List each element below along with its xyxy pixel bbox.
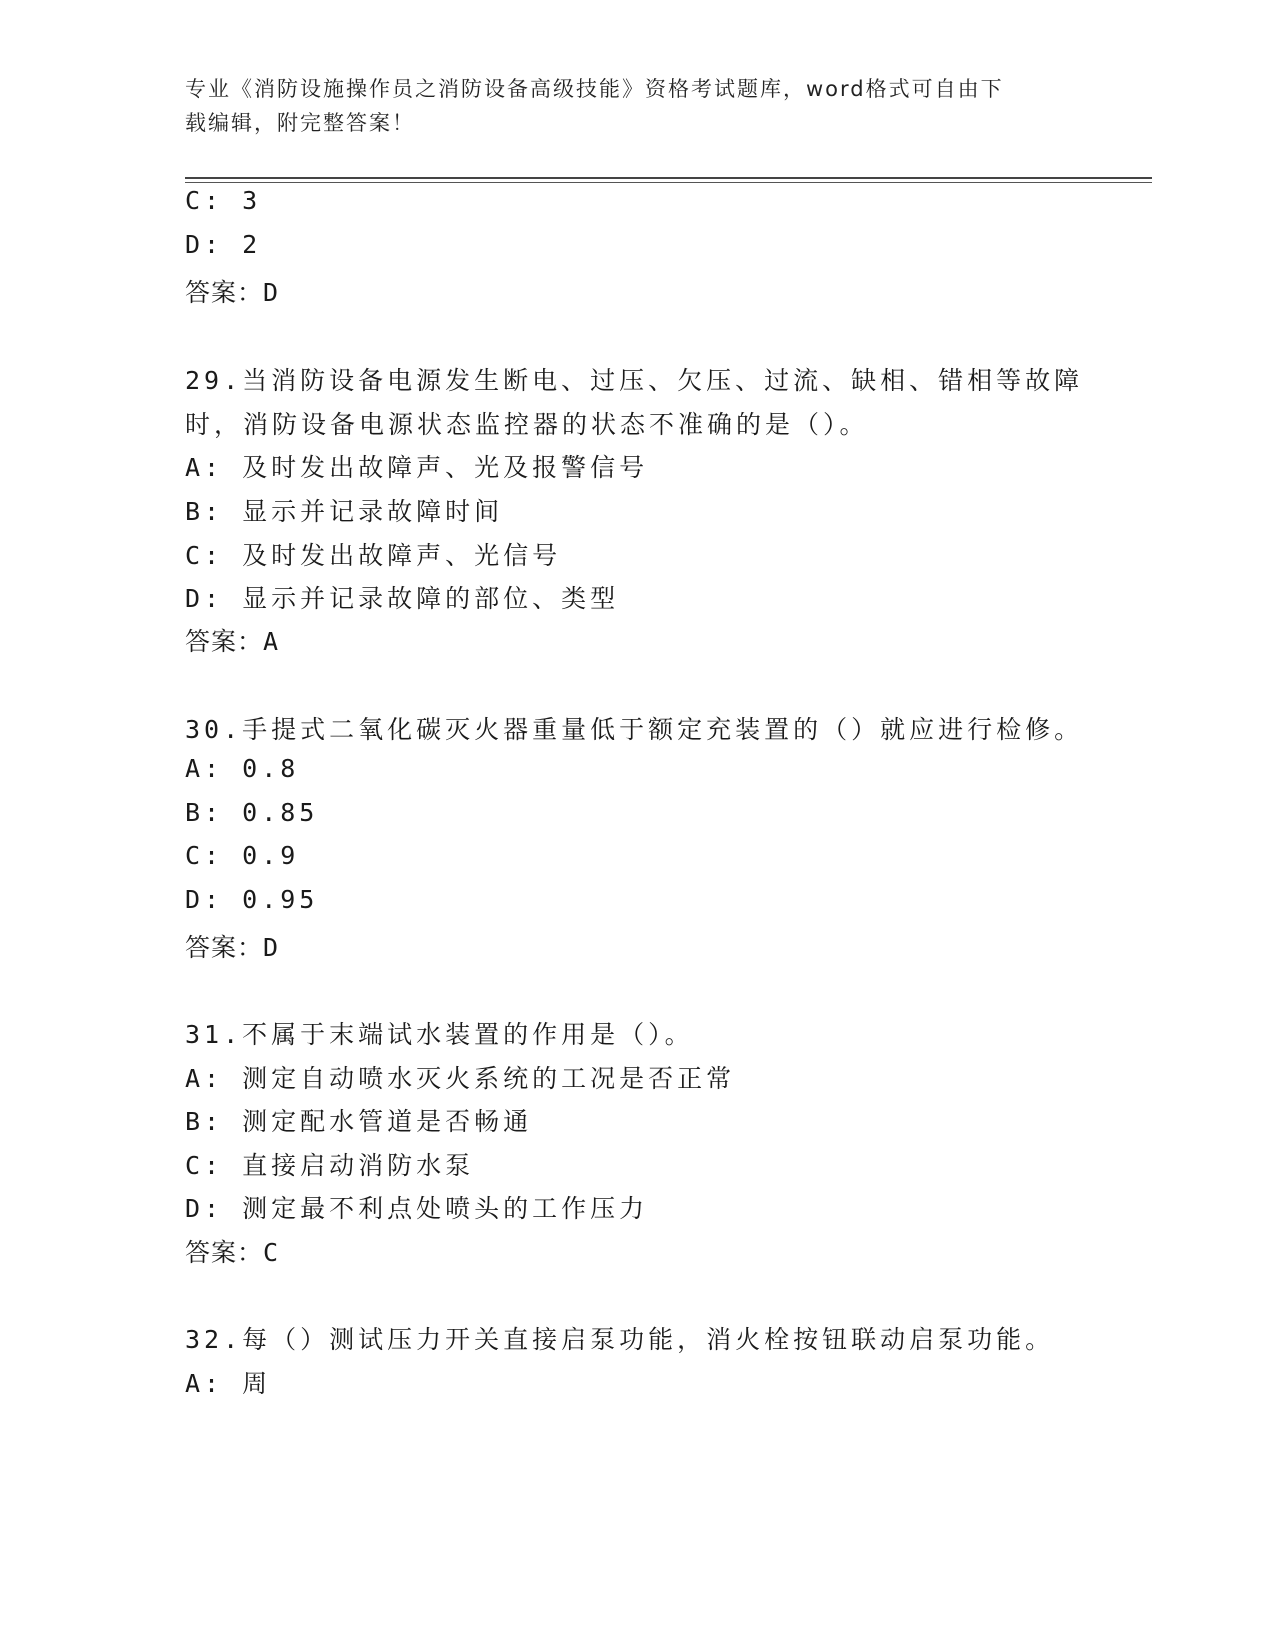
- answer-line: [185, 273, 279, 309]
- answer-label: 答案：: [185, 627, 264, 656]
- option-d: D: 2: [185, 230, 262, 259]
- header-line-1: 专业《消防设施操作员之消防设备高级技能》资格考试题库，word格式可自由下: [185, 77, 1004, 101]
- header-divider-thin: [185, 182, 1152, 183]
- question-29-answer: [185, 622, 279, 658]
- question-30-line-1: 30.手提式二氧化碳灭火器重量低于额定充装置的（）就应进行检修。: [185, 715, 1084, 744]
- question-29-option-d: D: 显示并记录故障的部位、类型: [185, 584, 620, 613]
- answer-label: 答案：: [185, 1238, 264, 1267]
- question-32-line-1: 32.每（）测试压力开关直接启泵功能，消火栓按钮联动启泵功能。: [185, 1325, 1055, 1354]
- question-30-option-b: B: 0.85: [185, 798, 319, 827]
- question-31-option-d: D: 测定最不利点处喷头的工作压力: [185, 1194, 649, 1223]
- question-29-option-a: A: 及时发出故障声、光及报警信号: [185, 453, 649, 482]
- question-31-option-b: B: 测定配水管道是否畅通: [185, 1107, 533, 1136]
- answer-value: A: [263, 627, 280, 656]
- answer-value: D: [263, 278, 280, 307]
- answer-value: D: [263, 933, 280, 962]
- question-31-line-1: 31.不属于末端试水装置的作用是（）。: [185, 1020, 694, 1049]
- question-29-option-b: B: 显示并记录故障时间: [185, 497, 504, 526]
- document-header: [185, 72, 1065, 140]
- question-30-option-c: C: 0.9: [185, 841, 300, 870]
- question-30-answer: [185, 928, 279, 964]
- question-30-option-a: A: 0.8: [185, 754, 300, 783]
- option-c: C: 3: [185, 186, 262, 215]
- question-29-line-2: 时，消防设备电源状态监控器的状态不准确的是（）。: [185, 410, 869, 439]
- header-divider-thick: [185, 177, 1152, 179]
- question-31-answer: [185, 1233, 279, 1269]
- answer-label: 答案：: [185, 933, 264, 962]
- question-29-line-1: 29.当消防设备电源发生断电、过压、欠压、过流、缺相、错相等故障: [185, 366, 1084, 395]
- question-31-option-a: A: 测定自动喷水灭火系统的工况是否正常: [185, 1064, 736, 1093]
- answer-label: 答案：: [185, 278, 264, 307]
- question-30-option-d: D: 0.95: [185, 885, 319, 914]
- question-32-option-a: A: 周: [185, 1369, 272, 1398]
- header-line-2: 载编辑，附完整答案！: [185, 111, 415, 135]
- question-29-option-c: C: 及时发出故障声、光信号: [185, 541, 562, 570]
- answer-value: C: [263, 1238, 280, 1267]
- question-31-option-c: C: 直接启动消防水泵: [185, 1151, 475, 1180]
